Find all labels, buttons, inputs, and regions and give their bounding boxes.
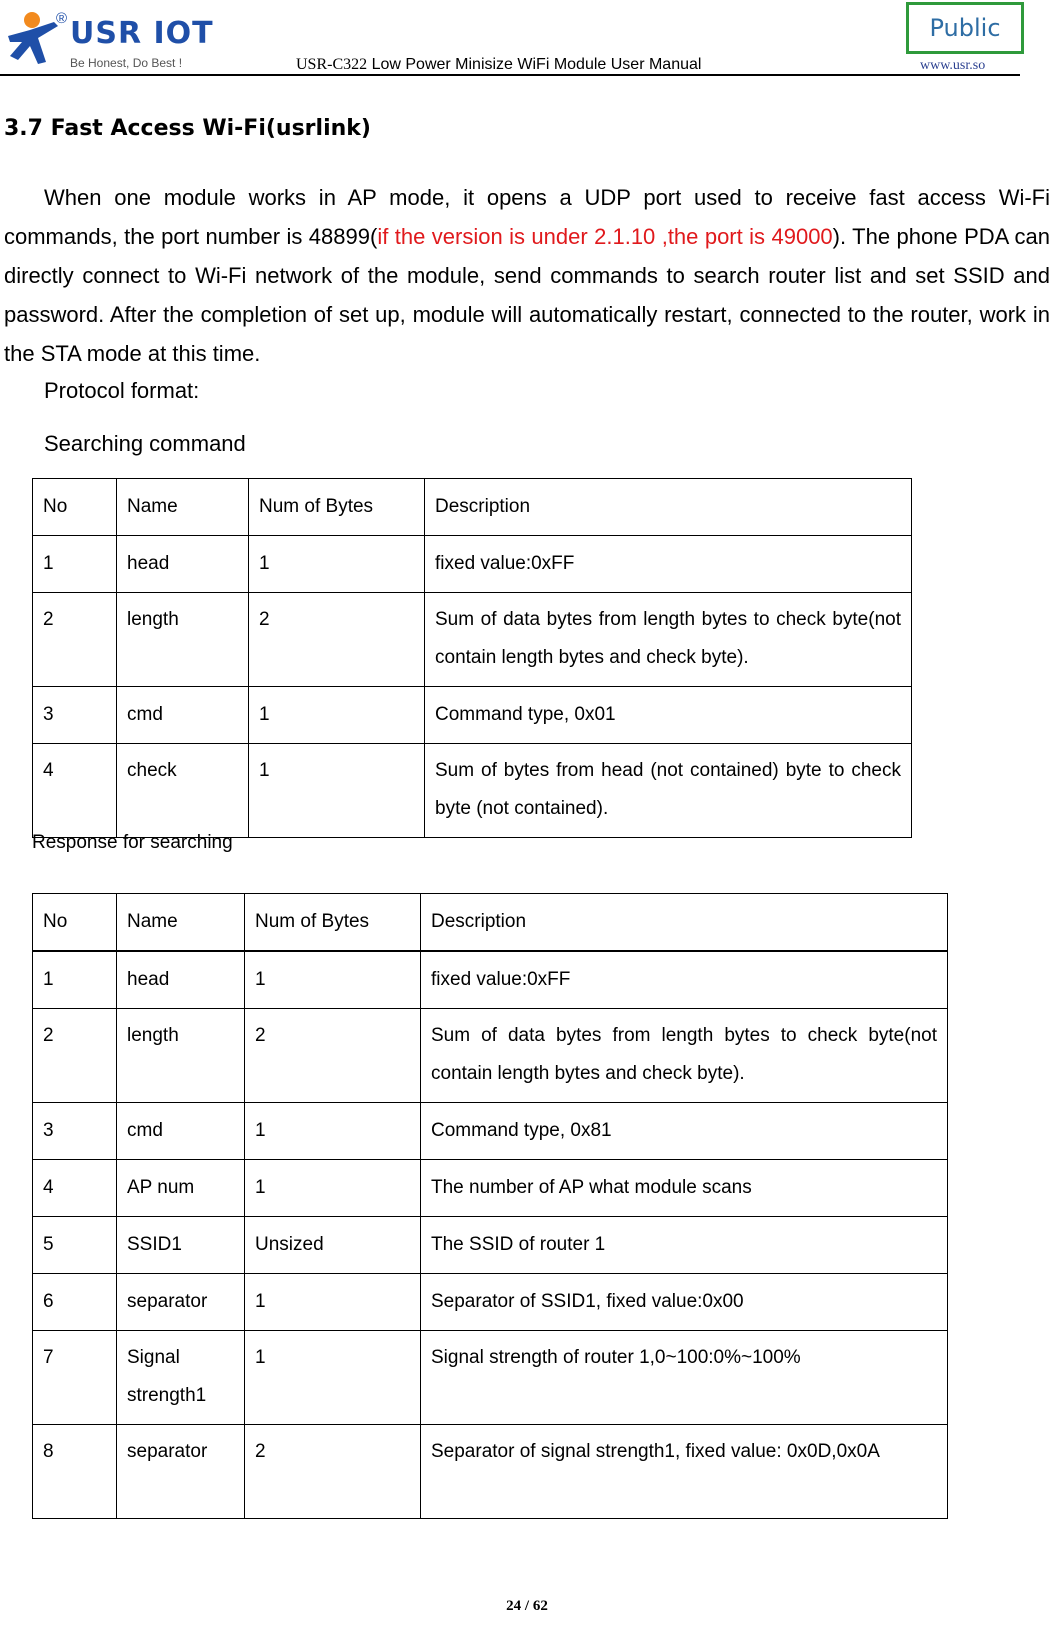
cell-no: 3: [33, 687, 117, 744]
paragraph-text-continued: ). The phone PDA can directly connect to Wi-Fi network of the module, send commands to search router list and set SSID and password. After the completion of set up, module will automatically restart, connected to the router, work in the STA mode at this time.: [4, 224, 1050, 366]
searching-command-label: Searching command: [44, 431, 246, 456]
header-cell: No: [33, 479, 117, 536]
current-page: 24: [506, 1598, 522, 1614]
cell-no: 1: [33, 536, 117, 593]
header-divider: [0, 74, 1020, 76]
cell-bytes: 1: [245, 951, 421, 1009]
table-row: [33, 536, 912, 593]
cell-no: 4: [33, 744, 117, 838]
header-cell: Num of Bytes: [245, 894, 421, 952]
header-cell: Num of Bytes: [249, 479, 425, 536]
person-logo-icon: [4, 6, 64, 68]
search-command-table: [32, 478, 912, 838]
cell-name: head: [117, 951, 245, 1009]
total-pages: 62: [532, 1598, 548, 1614]
cell-name: Signal strength1: [117, 1331, 245, 1425]
cell-name: cmd: [117, 1103, 245, 1160]
table-header-row: [33, 479, 912, 536]
cell-no: 6: [33, 1274, 117, 1331]
cell-description: The SSID of router 1: [421, 1217, 948, 1274]
usr-iot-logo: [4, 6, 214, 72]
cell-name: head: [117, 536, 249, 593]
table-row: [33, 1425, 948, 1519]
header-cell: No: [33, 894, 117, 952]
header-cell: Description: [421, 894, 948, 952]
header-cell: Name: [117, 479, 249, 536]
page-header: [0, 0, 1054, 80]
cell-bytes: Unsized: [245, 1217, 421, 1274]
cell-description: Sum of bytes from head (not contained) byte to check byte (not contained).: [425, 744, 912, 838]
cell-description: Sum of data bytes from length bytes to check byte(not contain length bytes and check byte).: [425, 593, 912, 687]
website-link[interactable]: www.usr.so: [920, 58, 986, 73]
cell-no: 3: [33, 1103, 117, 1160]
cell-bytes: 1: [245, 1274, 421, 1331]
response-label: Response for searching: [32, 832, 233, 853]
cell-no: 1: [33, 951, 117, 1009]
cell-no: 2: [33, 593, 117, 687]
cell-bytes: 1: [249, 536, 425, 593]
table-row: [33, 1009, 948, 1103]
cell-bytes: 2: [249, 593, 425, 687]
cell-name: separator: [117, 1425, 245, 1519]
table-row: [33, 1160, 948, 1217]
cell-name: length: [117, 1009, 245, 1103]
cell-bytes: 2: [245, 1009, 421, 1103]
section-heading: 3.7 Fast Access Wi-Fi(usrlink): [4, 116, 371, 141]
cell-name: cmd: [117, 687, 249, 744]
cell-name: separator: [117, 1274, 245, 1331]
public-badge: Public: [906, 2, 1024, 54]
version-note: if the version is under 2.1.10 ,the port is 49000: [377, 224, 833, 249]
table-row: [33, 1331, 948, 1425]
page-number: 24 / 62: [506, 1598, 548, 1614]
table-header-row: [33, 894, 948, 952]
table-row: [33, 744, 912, 838]
cell-description: Signal strength of router 1,0~100:0%~100%: [421, 1331, 948, 1425]
document-title: [296, 56, 701, 74]
cell-description: fixed value:0xFF: [421, 951, 948, 1009]
cell-name: check: [117, 744, 249, 838]
protocol-format-label: Protocol format:: [44, 378, 200, 403]
cell-description: fixed value:0xFF: [425, 536, 912, 593]
cell-name: length: [117, 593, 249, 687]
cell-no: 2: [33, 1009, 117, 1103]
registered-mark: ®: [56, 10, 68, 27]
cell-bytes: 2: [245, 1425, 421, 1519]
table-row: [33, 687, 912, 744]
cell-no: 7: [33, 1331, 117, 1425]
cell-bytes: 1: [245, 1331, 421, 1425]
cell-bytes: 1: [245, 1103, 421, 1160]
cell-description: The number of AP what module scans: [421, 1160, 948, 1217]
cell-description: Command type, 0x01: [425, 687, 912, 744]
cell-bytes: 1: [249, 744, 425, 838]
table-row: [33, 1103, 948, 1160]
cell-bytes: 1: [249, 687, 425, 744]
cell-bytes: 1: [245, 1160, 421, 1217]
table-row: [33, 1217, 948, 1274]
table-row: [33, 951, 948, 1009]
search-response-table: [32, 893, 948, 1519]
table-row: [33, 1274, 948, 1331]
model-name: USR-C322: [296, 56, 368, 73]
table-row: [33, 593, 912, 687]
logo-tagline: Be Honest, Do Best !: [70, 56, 183, 70]
cell-name: SSID1: [117, 1217, 245, 1274]
cell-no: 8: [33, 1425, 117, 1519]
cell-name: AP num: [117, 1160, 245, 1217]
logo-wordmark: USR IOT: [70, 16, 214, 51]
cell-description: Separator of SSID1, fixed value:0x00: [421, 1274, 948, 1331]
header-cell: Name: [117, 894, 245, 952]
manual-title: Low Power Minisize WiFi Module User Manual: [367, 56, 702, 73]
paragraph-text: When one module works in AP mode, it opens a UDP port used to receive fast access Wi-Fi commands, the port number is 48899(: [4, 185, 1050, 249]
header-cell: Description: [425, 479, 912, 536]
cell-description: Sum of data bytes from length bytes to check byte(not contain length bytes and check byte).: [421, 1009, 948, 1103]
intro-paragraph: [4, 178, 1050, 373]
cell-no: 5: [33, 1217, 117, 1274]
cell-description: Command type, 0x81: [421, 1103, 948, 1160]
cell-description: Separator of signal strength1, fixed value: 0x0D,0x0A: [421, 1425, 948, 1519]
cell-no: 4: [33, 1160, 117, 1217]
